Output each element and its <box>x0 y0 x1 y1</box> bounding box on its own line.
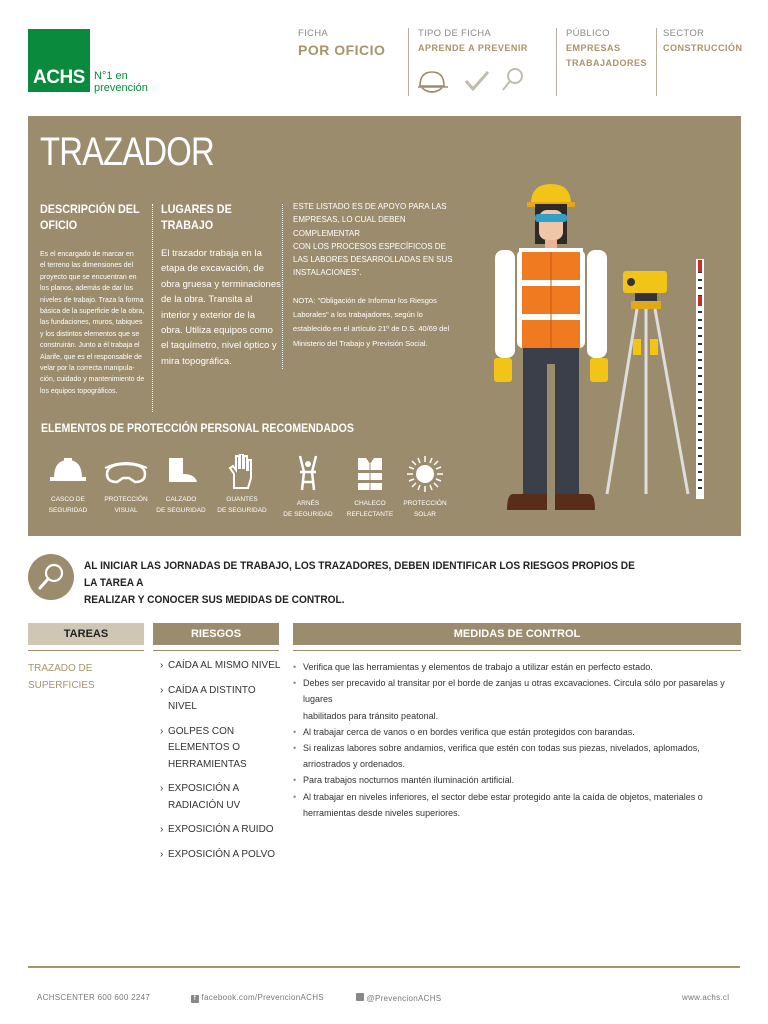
description-heading: DESCRIPCIÓN DEL OFICIO <box>40 202 140 232</box>
footer-twitter-link[interactable]: @PrevencionACHS <box>356 993 441 1003</box>
workplaces-heading: LUGARES DE TRABAJO <box>161 202 232 232</box>
header-divider <box>408 28 409 96</box>
goggles-icon <box>103 454 149 490</box>
sun-icon <box>405 454 445 494</box>
ppe-heading: ELEMENTOS DE PROTECCIÓN PERSONAL RECOMENDADOS <box>41 421 354 435</box>
boot-icon <box>161 454 201 490</box>
vest-icon <box>350 454 390 494</box>
disclaimer-text: ESTE LISTADO ES DE APOYO PARA LAS EMPRESAS, LO CUAL DEBEN COMPLEMENTAR CON LOS PROCESOS ESPECÍFICOS DE LAS LABORES DESARROLLADAS EN SUS INSTALACIONES". <box>293 202 453 278</box>
footer-phone: ACHSCENTER 600 600 2247 <box>37 993 151 1002</box>
ppe-vest: CHALECO REFLECTANTE <box>342 454 398 520</box>
risks-list <box>160 658 285 871</box>
ppe-harness: ARNÉS DE SEGURIDAD <box>280 454 336 520</box>
callout-badge <box>28 554 74 600</box>
footer-facebook-link[interactable]: f facebook.com/PrevencionACHS <box>191 993 324 1003</box>
column-divider <box>152 204 153 412</box>
header-sector: SECTOR CONSTRUCCIÓN <box>663 28 743 53</box>
list-item: • Para trabajos nocturnos mantén iluminación artificial. <box>293 772 733 788</box>
occupation-panel <box>28 116 741 536</box>
ppe-sun: PROTECCIÓN SOLAR <box>397 454 453 520</box>
header-tipo: TIPO DE FICHA APRENDE A PREVENIR <box>418 28 528 53</box>
header-ficha: FICHA POR OFICIO <box>298 28 386 58</box>
list-item: › GOLPES CON ELEMENTOS O HERRAMIENTAS <box>160 724 285 774</box>
column-header-tareas: TAREAS <box>28 623 144 645</box>
description-text: Es el encargado de marcar en el terreno las dimensiones del proyecto que se encuentran en los planos, además de dar los niveles de trabajo. Traza la forma básica de la superficie de la obra, las fundaciones, muros, tabiques y los distintos elementos que se construirán. Junto a él trabaja el Alarife, que es el responsable de velar por la correcta manipula- ción, cuidado y mantenimiento de los equipos topográficos. <box>40 251 145 395</box>
list-item: • Al trabajar cerca de vanos o en bordes verifica que están protegidos con barandas. <box>293 724 733 740</box>
header-publico: PÚBLICO EMPRESAS TRABAJADORES <box>566 28 648 68</box>
column-divider <box>282 204 283 369</box>
header-divider <box>556 28 557 96</box>
surveyor-illustration <box>483 164 723 524</box>
twitter-icon <box>356 993 364 1001</box>
ppe-goggles: PROTECCIÓN VISUAL <box>98 454 154 516</box>
footer-web-link[interactable]: www.achs.cl <box>682 993 730 1002</box>
note-text: NOTA: "Obligación de Informar los Riesgos Laborales" a los trabajadores, según lo establecido en el artículo 21º de D.S. 40/69 del Ministerio del Trabajo y Previsión Social. <box>293 296 450 348</box>
list-item: › CAÍDA AL MISMO NIVEL <box>160 658 285 675</box>
table-rule <box>28 650 144 651</box>
list-item: • Debes ser precavido al transitar por el borde de zanjas u otras excavaciones. Circula sólo por pasarelas y lugares habilitados para tránsito peatonal. <box>293 675 733 724</box>
facebook-icon: f <box>191 995 199 1003</box>
worker-figure <box>494 184 608 510</box>
header-divider <box>656 28 657 96</box>
harness-icon <box>288 454 328 494</box>
ppe-helmet: CASCO DE SEGURIDAD <box>40 454 96 516</box>
achs-logo <box>28 29 90 92</box>
leveling-staff-icon <box>696 259 704 499</box>
ppe-boot: CALZADO DE SEGURIDAD <box>153 454 209 516</box>
list-item: • Verifica que las herramientas y elementos de trabajo a utilizar están en perfecto estado. <box>293 659 733 675</box>
glove-icon <box>222 454 262 490</box>
ppe-gloves: GUANTES DE SEGURIDAD <box>214 454 270 516</box>
magnifier-icon <box>503 69 522 90</box>
logo-tagline: N°1 en prevención <box>94 70 148 94</box>
list-item: › EXPOSICIÓN A POLVO <box>160 847 285 864</box>
column-header-medidas: MEDIDAS DE CONTROL <box>293 623 741 645</box>
measures-list <box>293 659 733 821</box>
list-item: › CAÍDA A DISTINTO NIVEL <box>160 683 285 716</box>
tipo-ficha-icons <box>418 66 528 96</box>
list-item: • Si realizas labores sobre andamios, verifica que estén con todas sus piezas, nivelados, aplomados, arriostrados y ordenados. <box>293 740 733 772</box>
list-item: › EXPOSICIÓN A RUIDO <box>160 822 285 839</box>
table-rule <box>153 650 279 651</box>
list-item: • Al trabajar en niveles inferiores, el sector debe estar protegido ante la caída de objetos, materiales o herramientas desde niveles superiores. <box>293 789 733 821</box>
total-station-icon <box>607 271 688 494</box>
list-item: › EXPOSICIÓN A RADIACIÓN UV <box>160 781 285 814</box>
task-cell: TRAZADO DE SUPERFICIES <box>28 663 95 691</box>
logo-brand: ACHS <box>33 67 85 88</box>
callout-message: AL INICIAR LAS JORNADAS DE TRABAJO, LOS TRAZADORES, DEBEN IDENTIFICAR LOS RIESGOS PROPIOS DE LA TAREA A REALIZAR Y CONOCER SUS MEDIDAS DE CONTROL. <box>84 560 635 606</box>
magnifier-icon <box>28 554 74 600</box>
workplaces-text: El trazador trabaja en la etapa de excavación, de obra gruesa y terminaciones de la obra. Transita al interior y exterior de la obra. Utiliza equipos como el taquímetro, nivel óptico y mira topográfica. <box>161 248 281 367</box>
footer-rule <box>28 966 740 968</box>
helmet-icon <box>418 72 448 92</box>
column-header-riesgos: RIESGOS <box>153 623 279 645</box>
check-icon <box>466 72 488 89</box>
page-title: TRAZADOR <box>40 130 214 174</box>
helmet-icon <box>48 454 88 490</box>
table-rule <box>293 650 741 651</box>
